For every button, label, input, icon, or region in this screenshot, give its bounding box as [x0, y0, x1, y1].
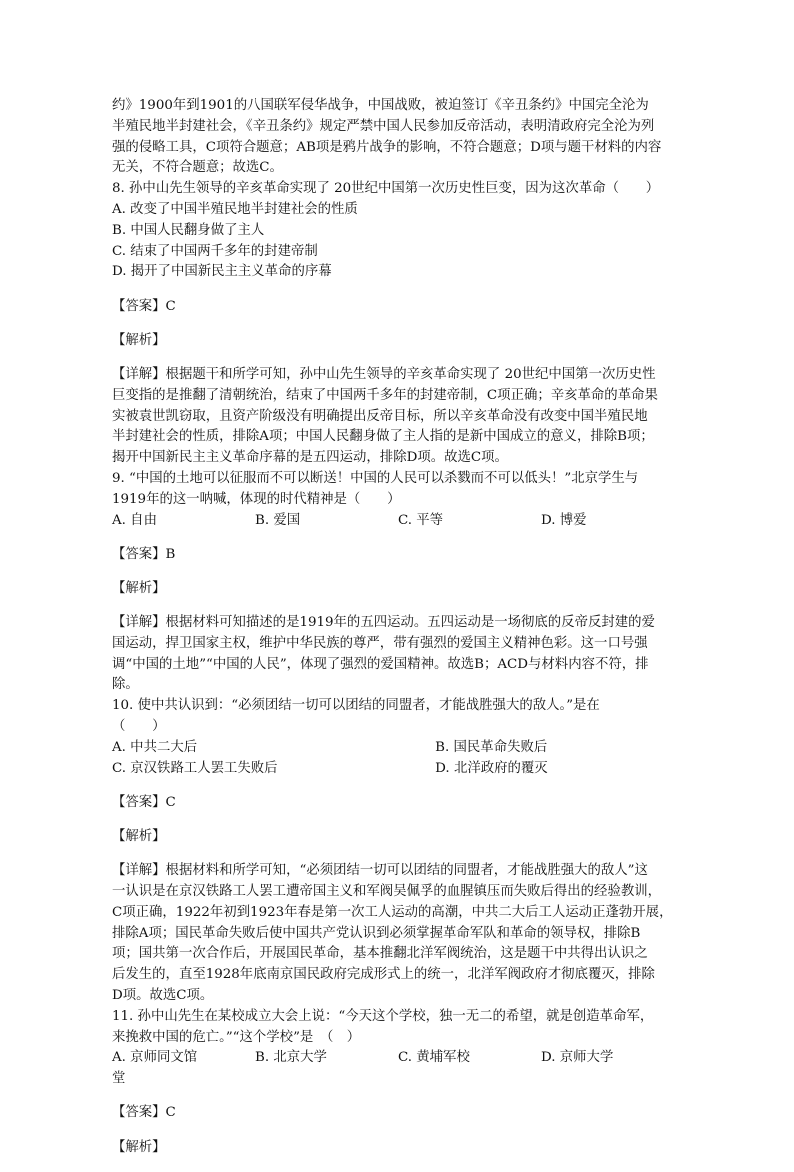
detail-line: 半封建社会的性质，排除A项；中国人民翻身做了主人指的是新中国成立的意义，排除B项；: [112, 429, 654, 445]
options-row: [112, 511, 684, 532]
question-stem: 1919年的这一呐喊，体现的时代精神是（ ）: [112, 491, 401, 507]
answer-label: 【答案】C: [112, 794, 176, 810]
option-a: A. 自由: [112, 512, 157, 528]
option-d: D. 博爱: [541, 512, 587, 528]
analysis-label: 【解析】: [112, 1139, 166, 1155]
question-stem: 9. “中国的土地可以征服而不可以断送！中国的人民可以杀戮而不可以低头！”北京学生与: [112, 470, 639, 486]
detail-line: 除。: [112, 677, 139, 693]
answer-label: 【答案】C: [112, 298, 176, 314]
detail-line: 【详解】根据题干和所学可知，孙中山先生领导的辛亥革命实现了 20世纪中国第一次历史性: [112, 366, 656, 382]
option-b: B. 北京大学: [255, 1050, 327, 1066]
option-d: D. 揭开了中国新民主主义革命的序幕: [112, 264, 332, 280]
analysis-label: 【解析】: [112, 332, 166, 348]
option-c: C. 平等: [398, 512, 444, 528]
option-c: C. 结束了中国两千多年的封建帝制: [112, 243, 318, 259]
question-stem: 8. 孙中山先生领导的辛亥革命实现了 20世纪中国第一次历史性巨变，因为这次革命（ ）: [112, 181, 660, 197]
detail-line: C项正确，1922年初到1923年春是第一次工人运动的高潮，中共二大后工人运动正蓬勃开展，: [112, 904, 673, 920]
option-a: A. 改变了中国半殖民地半封建社会的性质: [112, 201, 358, 217]
option-a: A. 京师同文馆: [112, 1050, 198, 1066]
text-line: 半殖民地半封建社会，《辛丑条约》规定严禁中国人民参加反帝活动，表明清政府完全沦为列: [112, 118, 655, 134]
option-d: D. 京师大学: [541, 1050, 614, 1066]
analysis-label: 【解析】: [112, 580, 166, 596]
question-9: [112, 469, 684, 696]
option-a: A. 中共二大后: [112, 739, 198, 755]
option-b: B. 中国人民翻身做了主人: [112, 222, 265, 238]
option-d: D. 北洋政府的覆灭: [435, 760, 548, 776]
question-stem: 来挽救中国的危亡。”“这个学校”是 （ ）: [112, 1029, 361, 1045]
analysis-label: 【解析】: [112, 829, 166, 845]
detail-line: 揭开中国新民主主义革命序幕的是五四运动，排除D项。故选C项。: [112, 450, 508, 466]
options-row: [112, 1048, 684, 1069]
option-c: C. 京汉铁路工人罢工失败后: [112, 760, 278, 776]
detail-line: 【详解】根据材料可知描述的是1919年的五四运动。五四运动是一场彻底的反帝反封建的爱: [112, 615, 655, 631]
answer-label: 【答案】C: [112, 1105, 176, 1121]
option-b: B. 国民革命失败后: [435, 739, 548, 755]
option-d-continuation: 堂: [112, 1071, 126, 1087]
detail-line: 项；国共第一次合作后，开展国民革命，基本推翻北洋军阀统治，这是题干中共得出认识之: [112, 946, 648, 962]
detail-line: 【详解】根据材料和所学可知，“必须团结一切可以团结的同盟者，才能战胜强大的敌人”这: [112, 863, 648, 879]
options-row: [112, 738, 684, 759]
question-stem: （ ）: [112, 719, 166, 735]
text-line: 无关，不符合题意；故选C。: [112, 160, 283, 176]
detail-line: 排除A项；国民革命失败后使中国共产党认识到必须掌握革命军队和革命的领导权，排除B: [112, 925, 641, 941]
detail-line: 国运动，捍卫国家主权，维护中华民族的尊严，带有强烈的爱国主义精神色彩。这一口号强: [112, 635, 648, 651]
option-b: B. 爱国: [255, 512, 301, 528]
intro-paragraph: [112, 96, 684, 179]
detail-line: 调“中国的土地”“中国的人民”，体现了强烈的爱国精神。故选B；ACD与材料内容不符，排: [112, 656, 649, 672]
text-line: 约》1900年到1901的八国联军侵华战争，中国战败，被迫签订《辛丑条约》中国完全沦为: [112, 98, 649, 113]
option-c: C. 黄埔军校: [398, 1050, 470, 1066]
detail-line: 后发生的，直至1928年底南京国民政府完成形式上的统一，北洋军阀政府才彻底覆灭，排除: [112, 967, 655, 983]
text-line: 强的侵略工具，C项符合题意；AB项是鸦片战争的影响，不符合题意；D项与题干材料的内容: [112, 139, 662, 155]
question-8: [112, 179, 684, 469]
document-page: [112, 96, 684, 1172]
answer-label: 【答案】B: [112, 546, 176, 562]
detail-line: 一认识是在京汉铁路工人罢工遭帝国主义和军阀吴佩孚的血腥镇压而失败后得出的经验教训，: [112, 884, 662, 900]
detail-line: D项。故选C项。: [112, 988, 214, 1003]
question-stem: 10. 使中共认识到：“必须团结一切可以团结的同盟者，才能战胜强大的敌人。”是在: [112, 698, 600, 714]
options-row: [112, 759, 684, 780]
question-stem: 11. 孙中山先生在某校成立大会上说：“今天这个学校，独一无二的希望，就是创造革命军，: [112, 1008, 654, 1024]
question-11: [112, 1007, 684, 1159]
question-10: [112, 696, 684, 1007]
detail-line: 实被袁世凯窃取，且资产阶级没有明确提出反帝目标，所以辛亥革命没有改变中国半殖民地: [112, 408, 648, 424]
detail-line: 巨变指的是推翻了清朝统治，结束了中国两千多年的封建帝制，C项正确；辛亥革命的革命果: [112, 387, 658, 403]
